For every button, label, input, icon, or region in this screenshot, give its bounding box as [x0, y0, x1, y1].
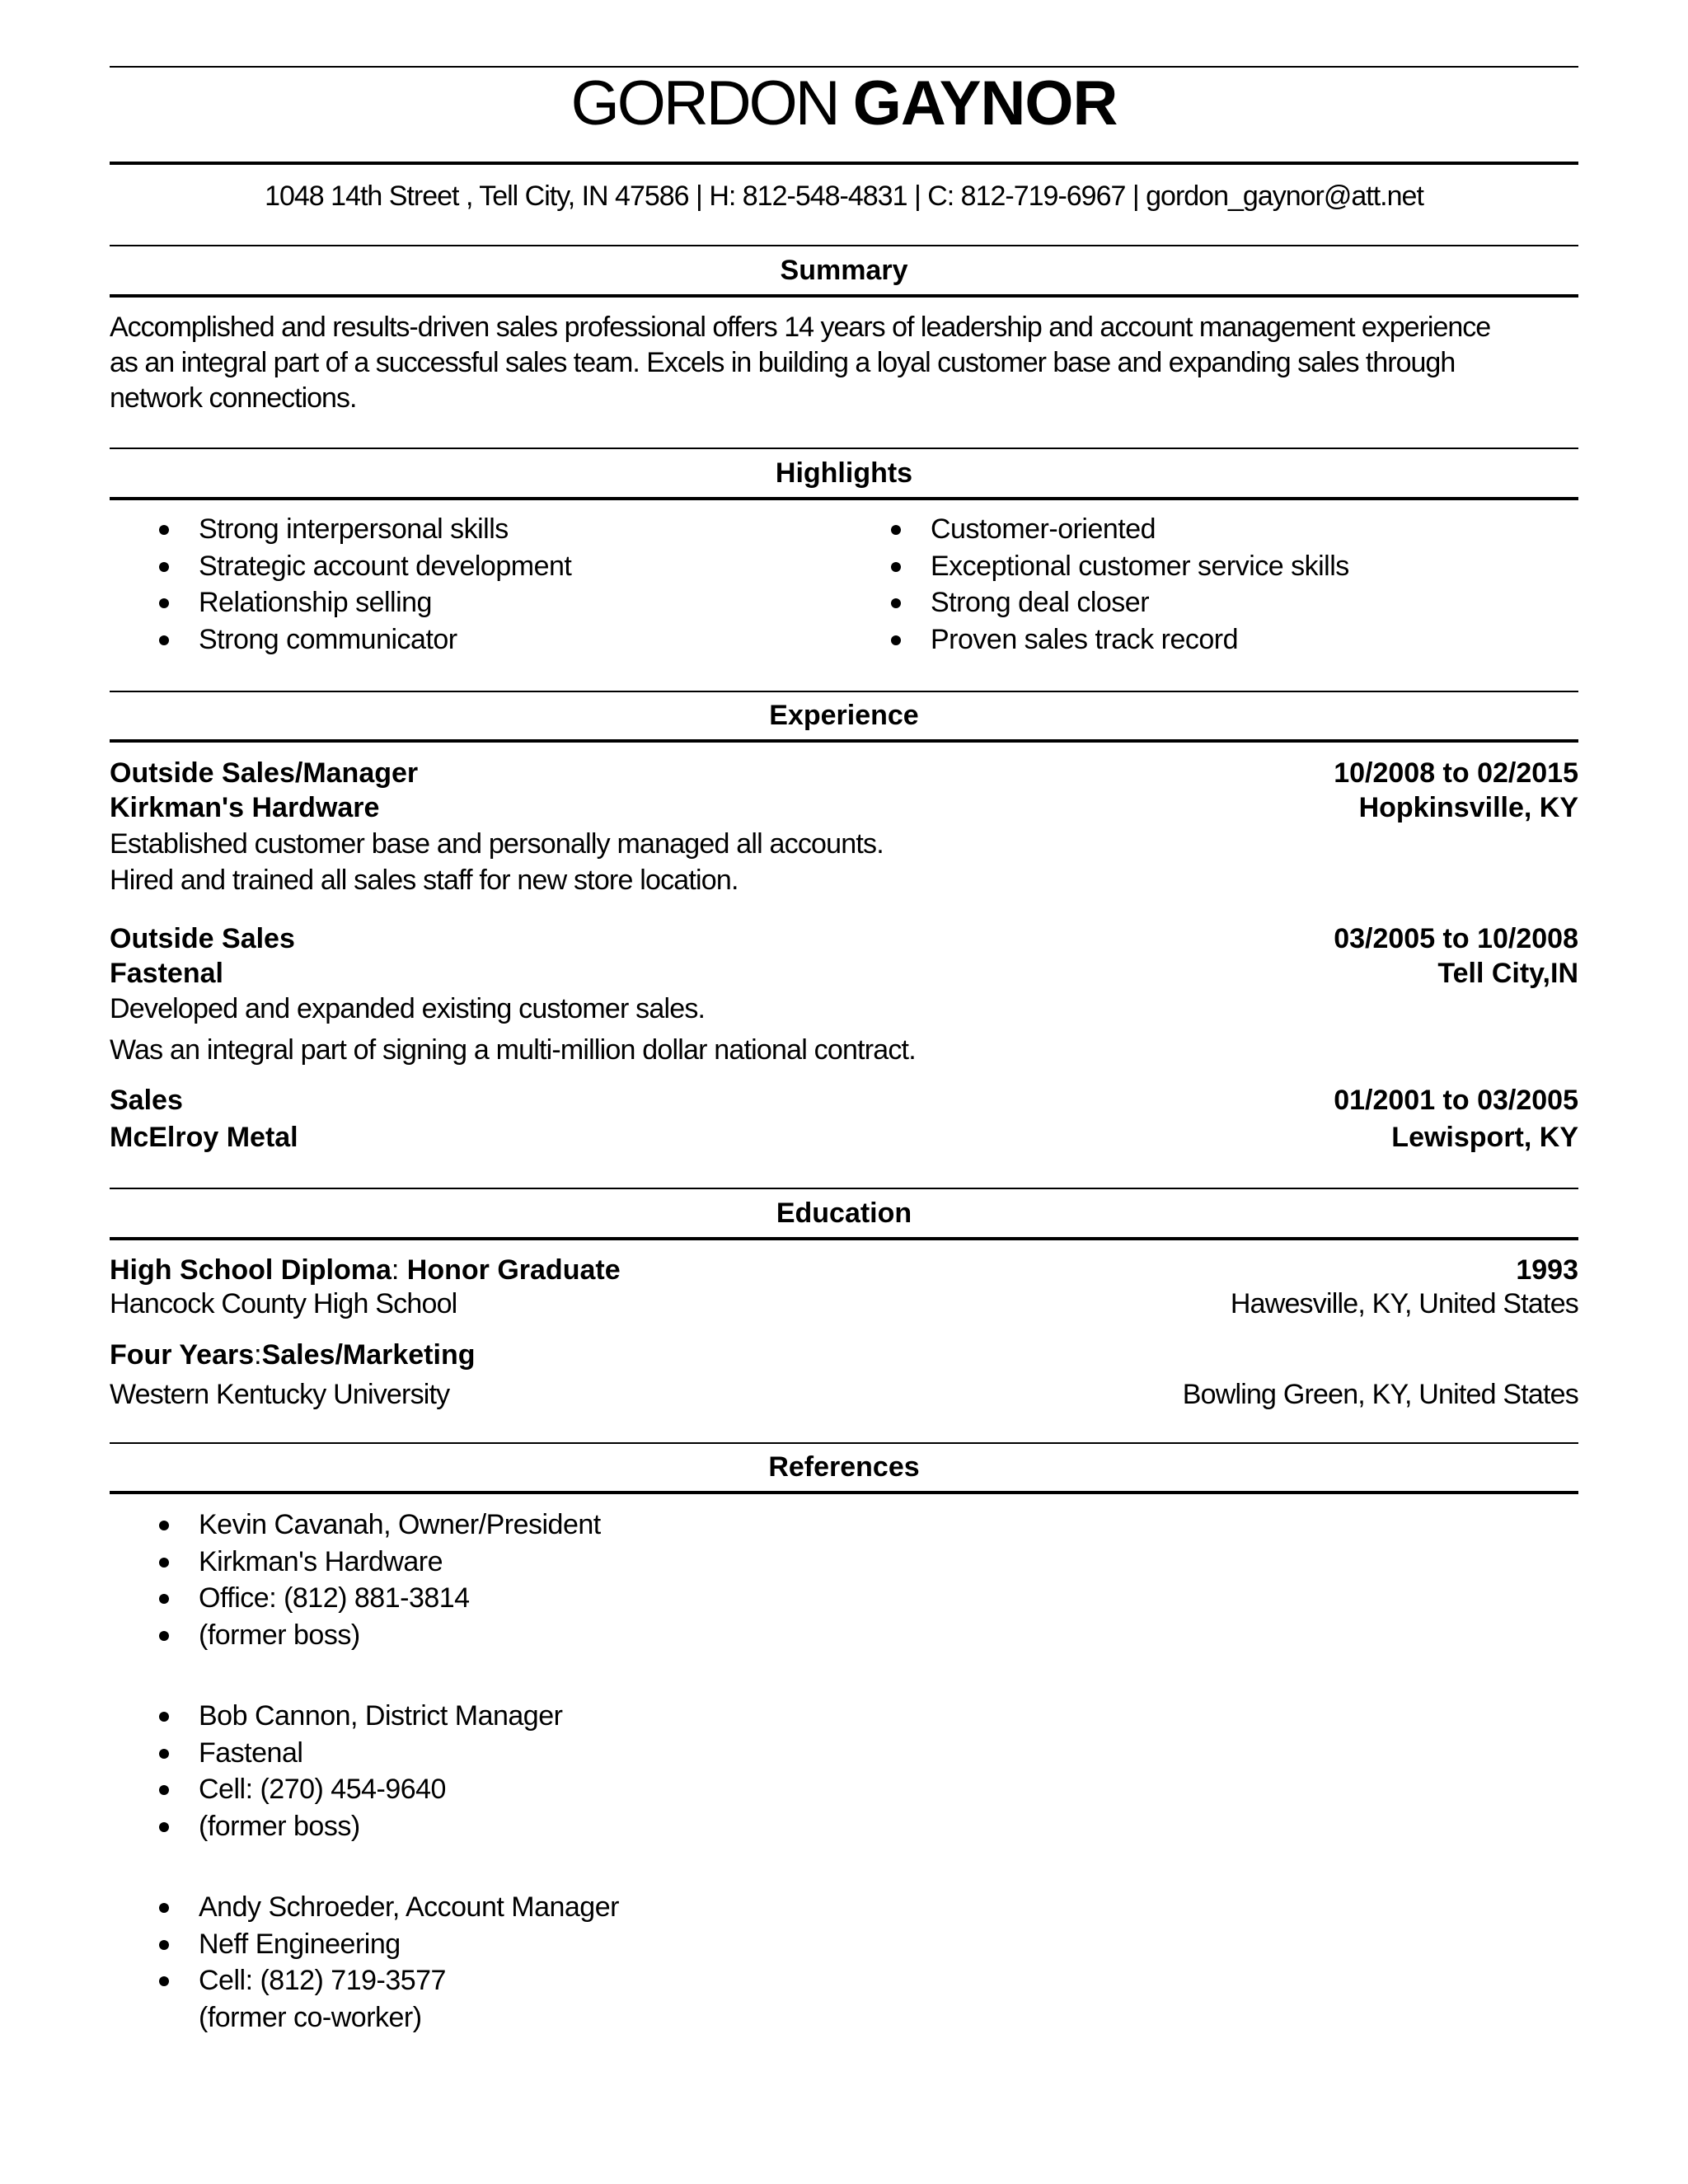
bullet-icon	[159, 1712, 169, 1722]
list-item: Strong interpersonal skills	[110, 511, 835, 548]
job-dates: 01/2001 to 03/2005	[1334, 1085, 1578, 1116]
education-degree: High School Diploma	[110, 1254, 392, 1286]
summary-line: network connections.	[110, 382, 357, 414]
summary-text	[110, 310, 1578, 416]
bullet-icon	[159, 1976, 169, 1986]
divider	[110, 448, 1578, 449]
list-item: (former co-worker)	[199, 2001, 422, 2033]
job-title: Outside Sales/Manager	[110, 757, 419, 789]
education-location: Hawesville, KY, United States	[1230, 1288, 1578, 1319]
list-item: Strong communicator	[110, 621, 835, 658]
divider	[110, 294, 1578, 298]
education-degree: Four Years	[110, 1339, 255, 1371]
education-field: Sales/Marketing	[261, 1339, 476, 1371]
list-item: Fastenal	[110, 1735, 934, 1772]
bullet-icon	[891, 635, 901, 645]
job-title: Sales	[110, 1085, 183, 1116]
divider	[110, 1237, 1578, 1240]
education-year: 1993	[1516, 1254, 1578, 1286]
divider	[110, 1491, 1578, 1494]
divider	[110, 691, 1578, 692]
reference-group	[110, 1698, 934, 1844]
education-school: Hancock County High School	[110, 1288, 457, 1319]
resume-page: GORDON GAYNOR 1048 14th Street , Tell City, IN 47586 | H: 812-548-4831 | C: 812-719-6967 | gordon_gaynor@att.net Summary Accomplished and results-driven sales professional offers 14 years of leadership and account management experience as an integral part of a successful sales team. Excels in building a loyal customer base and expanding sales through network connections. Highlights Strong interpersonal skills Strategic account development Relationship selling Strong communicator Customer-oriented Exceptional customer service skills Strong deal closer Proven sales track record Experience Outside Sales/Manager 10/2008 to 02/2015 Kirkman's Hardware Hopkinsville, KY Established customer base and personally managed all accounts. Hired and trained all sales staff for new store location. Outside Sales 03/2005 to 10/2008 Fastenal Tell City,IN Developed and expanded existing customer sales. Was an integral part of signing a multi-million dollar national contract. Sales 01/2001 to 03/2005 McElroy Metal Lewisport, KY Education High School Diploma: Honor Graduate 1993 Hancock County High School Hawesville, KY, United States Four Years:Sales/Marketing Western Kentucky University Bowling Green, KY, United States References Kevin Cavanah, Owner/President Kirkman's Hardware Office: (812) 881-3814 (former boss) Bob Cannon, District Manager Fastenal Cell: (270) 454-9640 (former boss) Andy Schroeder, Account Manager Neff Engineering Cell: (812) 719-3577 (former co-worker)	[110, 0, 1578, 2184]
list-item: Strategic account development	[110, 548, 835, 585]
contact-line: 1048 14th Street , Tell City, IN 47586 | H: 812-548-4831 | C: 812-719-6967 | gordon_gaynor@att.net	[265, 180, 1423, 212]
job-dates: 03/2005 to 10/2008	[1334, 923, 1578, 954]
bullet-icon	[159, 1940, 169, 1950]
list-item: Bob Cannon, District Manager	[110, 1698, 934, 1735]
education-degree-line: Four Years:Sales/Marketing	[110, 1339, 476, 1371]
job-location: Tell City,IN	[1437, 958, 1578, 989]
section-title-references: References	[768, 1451, 920, 1483]
divider	[110, 497, 1578, 500]
job-dates: 10/2008 to 02/2015	[1334, 757, 1578, 789]
list-item: Strong deal closer	[842, 584, 1567, 621]
candidate-name	[110, 64, 1578, 143]
first-name: GORDON	[570, 68, 838, 138]
divider	[110, 245, 1578, 246]
list-item: Cell: (812) 719-3577	[110, 1962, 934, 1999]
education-field: Honor Graduate	[399, 1254, 621, 1286]
list-item: Kevin Cavanah, Owner/President	[110, 1507, 934, 1544]
bullet-icon	[159, 1903, 169, 1913]
list-item: (former boss)	[110, 1808, 934, 1845]
summary-line: Accomplished and results-driven sales professional offers 14 years of leadership and account management experience	[110, 312, 1491, 343]
education-school: Western Kentucky University	[110, 1379, 450, 1410]
list-item: Andy Schroeder, Account Manager	[110, 1889, 934, 1926]
section-title-highlights: Highlights	[775, 457, 913, 489]
summary-line: as an integral part of a successful sales team. Excels in building a loyal customer base and expanding sales through	[110, 347, 1456, 378]
job-title: Outside Sales	[110, 923, 295, 954]
bullet-icon	[159, 1749, 169, 1759]
list-item: Relationship selling	[110, 584, 835, 621]
section-title-education: Education	[776, 1197, 912, 1229]
last-name: GAYNOR	[852, 68, 1118, 138]
bullet-icon	[159, 562, 169, 572]
bullet-icon	[891, 598, 901, 608]
divider	[110, 162, 1578, 165]
education-degree-line: High School Diploma: Honor Graduate	[110, 1254, 621, 1286]
divider	[110, 739, 1578, 743]
section-title-experience: Experience	[769, 700, 919, 731]
bullet-icon	[159, 1521, 169, 1530]
bullet-icon	[891, 562, 901, 572]
bullet-icon	[159, 1558, 169, 1568]
job-location: Lewisport, KY	[1391, 1122, 1578, 1153]
bullet-icon	[159, 1822, 169, 1832]
divider	[110, 1442, 1578, 1444]
bullet-icon	[159, 1785, 169, 1795]
bullet-icon	[891, 525, 901, 535]
list-item: (former boss)	[110, 1617, 934, 1654]
bullet-icon	[159, 598, 169, 608]
reference-group	[110, 1507, 934, 1653]
job-company: Fastenal	[110, 958, 223, 989]
list-item: Proven sales track record	[842, 621, 1567, 658]
list-item: Neff Engineering	[110, 1926, 934, 1963]
job-location: Hopkinsville, KY	[1358, 792, 1578, 823]
list-item: Exceptional customer service skills	[842, 548, 1567, 585]
highlights-left-list	[110, 511, 835, 658]
education-location: Bowling Green, KY, United States	[1182, 1379, 1578, 1410]
job-company: McElroy Metal	[110, 1122, 298, 1153]
reference-group	[110, 1889, 934, 2036]
section-title-summary: Summary	[780, 255, 908, 286]
bullet-icon	[159, 525, 169, 535]
bullet-icon	[159, 635, 169, 645]
list-item: Cell: (270) 454-9640	[110, 1771, 934, 1808]
divider	[110, 1188, 1578, 1189]
highlights-right-list	[842, 511, 1567, 658]
bullet-icon	[159, 1594, 169, 1604]
list-item: Customer-oriented	[842, 511, 1567, 548]
job-company: Kirkman's Hardware	[110, 792, 380, 823]
list-item: Office: (812) 881-3814	[110, 1580, 934, 1617]
bullet-icon	[159, 1631, 169, 1641]
list-item: Kirkman's Hardware	[110, 1544, 934, 1581]
